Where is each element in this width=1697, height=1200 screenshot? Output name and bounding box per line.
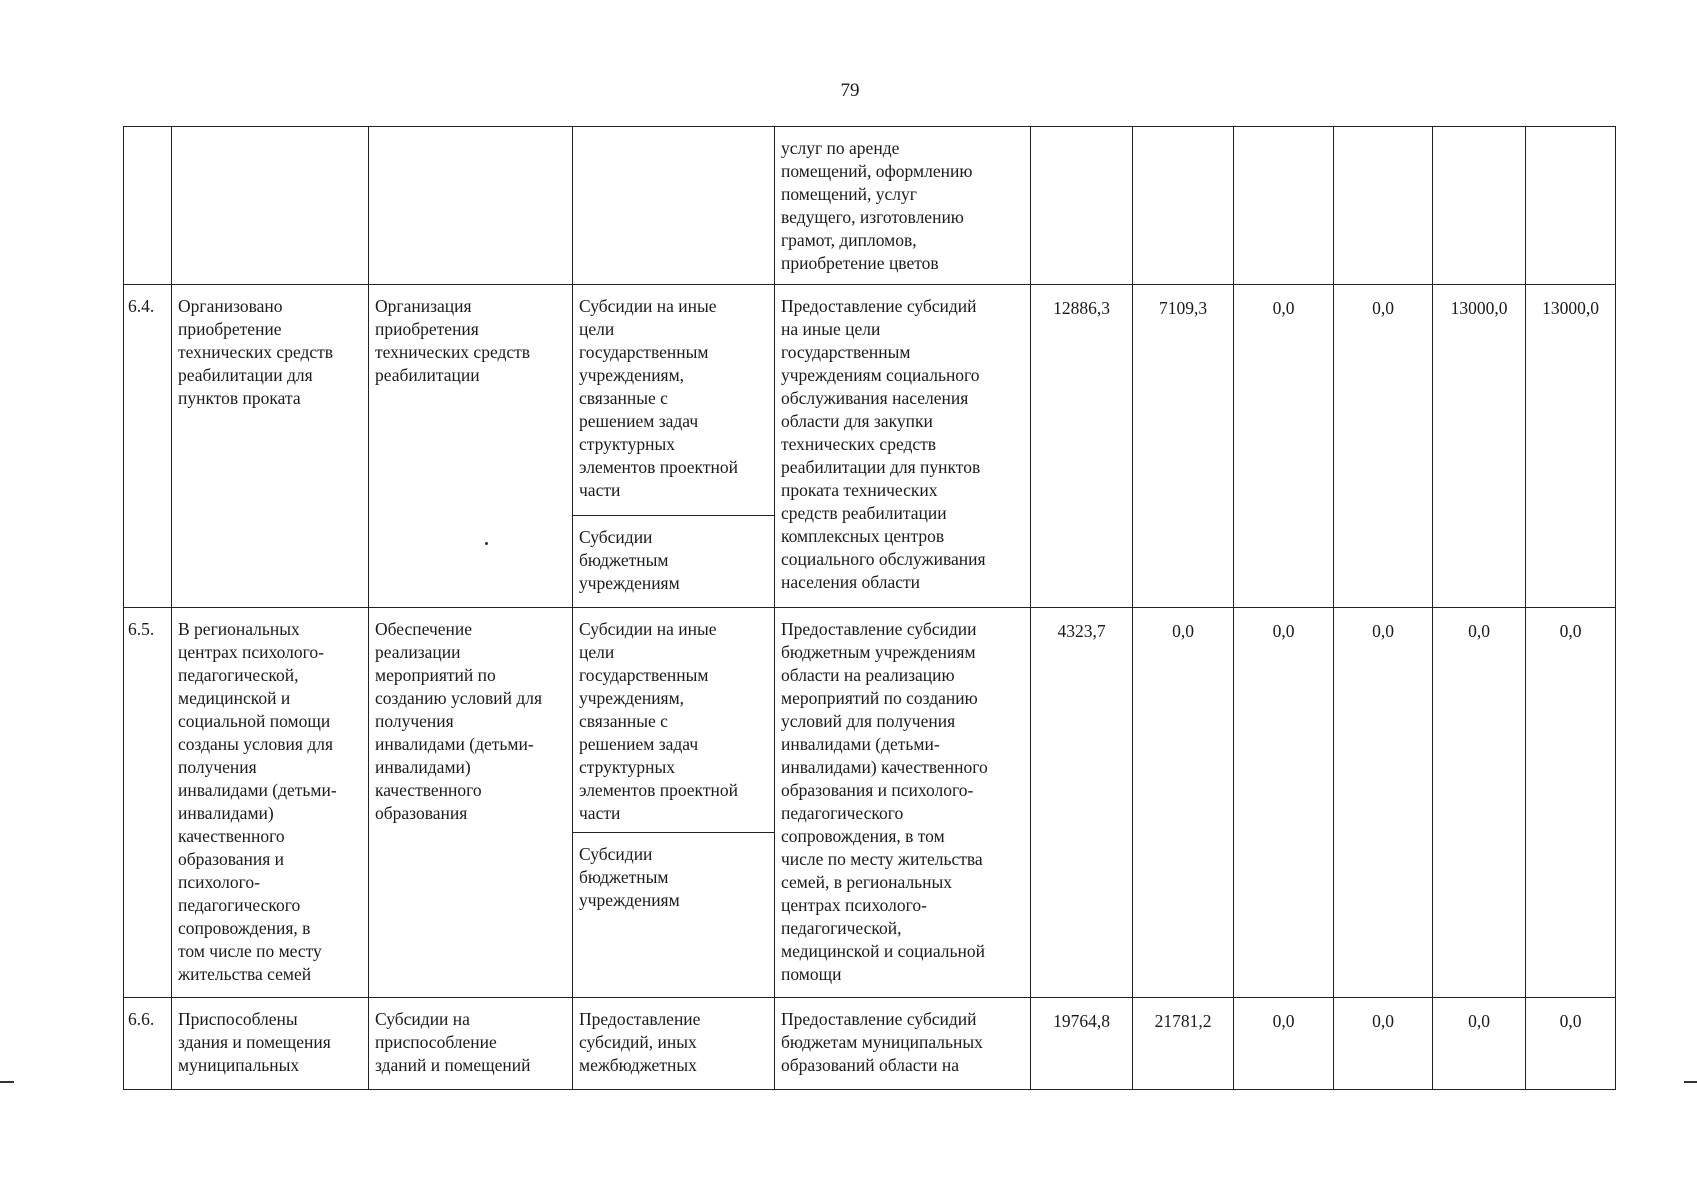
expense-type-cell: [573, 127, 775, 285]
table-row-6-5: [124, 608, 1616, 833]
description-text: Предоставление субсидий на иные цели государственным учреждениям социального обслуживания населения области для закупки технических средств реабилитации для пунктов проката технических средств реабилитации комплексных центров социального обслуживания населения области: [781, 296, 986, 592]
result-text: В региональных центрах психолого- педагогической, медицинской и социальной помощи созданы условия для получения инвалидами (детьми- инвалидами) качественного образования и психолого- педагогического сопровождения, в том числе по месту жительства семей: [178, 619, 337, 984]
value-2026: 0,0: [1433, 998, 1526, 1090]
expense-type-text: Субсидии на иные цели государственным учреждениям, связанные с решением задач структурных элементов проектной части: [579, 296, 738, 500]
table-row-6-6: [124, 998, 1616, 1090]
value-2023: 21781,2: [1133, 998, 1234, 1090]
measure-cell: [369, 127, 573, 285]
expense-type-text: Субсидии бюджетным учреждениям: [579, 844, 680, 910]
measure-text: Обеспечение реализации мероприятий по созданию условий для получения инвалидами (детьми- инвалидами) качественного образования: [375, 619, 543, 823]
description-text: услуг по аренде помещений, оформлению помещений, услуг ведущего, изготовлению грамот, дипломов, приобретение цветов: [781, 138, 973, 273]
table-row-continuation: [124, 127, 1616, 285]
description-cell: [775, 608, 1031, 998]
description-cell: [775, 127, 1031, 285]
expense-type-text: Предоставление субсидий, иных межбюджетных: [579, 1009, 701, 1075]
value-2024: 0,0: [1234, 998, 1334, 1090]
id-cell: [124, 127, 172, 285]
value-2027: 0,0: [1526, 608, 1616, 998]
value-2025: 0,0: [1334, 608, 1433, 998]
value-cell: [1334, 127, 1433, 285]
scan-dot: [485, 542, 488, 545]
value-2022: 12886,3: [1031, 285, 1133, 608]
value-2026: 13000,0: [1433, 285, 1526, 608]
result-text: Приспособлены здания и помещения муниципальных: [178, 1009, 331, 1075]
value-2027: 13000,0: [1526, 285, 1616, 608]
row-id: 6.5.: [124, 608, 172, 998]
value-2022: 4323,7: [1031, 608, 1133, 998]
value-2023: 7109,3: [1133, 285, 1234, 608]
value-cell: [1031, 127, 1133, 285]
description-cell: [775, 998, 1031, 1090]
measure-text: Организация приобретения технических средств реабилитации: [375, 296, 531, 385]
measure-text: Субсидии на приспособление зданий и помещений: [375, 1009, 531, 1075]
value-2024: 0,0: [1234, 608, 1334, 998]
value-2025: 0,0: [1334, 998, 1433, 1090]
value-cell: [1133, 127, 1234, 285]
expense-type-cell: [573, 285, 775, 516]
expense-type-cell: [573, 608, 775, 833]
value-2027: 0,0: [1526, 998, 1616, 1090]
value-cell: [1234, 127, 1334, 285]
result-text: Организовано приобретение технических средств реабилитации для пунктов проката: [178, 296, 334, 408]
scan-edge-mark: [0, 1081, 14, 1083]
measure-cell: [369, 998, 573, 1090]
row-id: 6.6.: [124, 998, 172, 1090]
measure-cell: [369, 285, 573, 608]
expense-type-text: Субсидии бюджетным учреждениям: [579, 527, 680, 593]
value-cell: [1433, 127, 1526, 285]
result-cell: [172, 127, 369, 285]
expense-type-cell: [573, 833, 775, 998]
result-cell: [172, 608, 369, 998]
description-cell: [775, 285, 1031, 608]
value-2025: 0,0: [1334, 285, 1433, 608]
value-cell: [1526, 127, 1616, 285]
result-cell: [172, 998, 369, 1090]
value-2024: 0,0: [1234, 285, 1334, 608]
row-id: 6.4.: [124, 285, 172, 608]
page-number: 79: [840, 80, 860, 101]
expense-type-cell: [573, 998, 775, 1090]
expense-type-text: Субсидии на иные цели государственным учреждениям, связанные с решением задач структурных элементов проектной части: [579, 619, 738, 823]
expense-type-cell: [573, 516, 775, 608]
budget-table: [123, 126, 1616, 1090]
result-cell: [172, 285, 369, 608]
value-2023: 0,0: [1133, 608, 1234, 998]
value-2022: 19764,8: [1031, 998, 1133, 1090]
measure-cell: [369, 608, 573, 998]
value-2026: 0,0: [1433, 608, 1526, 998]
table-row-6-4: [124, 285, 1616, 516]
description-text: Предоставление субсидий бюджетам муниципальных образований области на: [781, 1009, 983, 1075]
scan-edge-mark: [1684, 1081, 1697, 1083]
description-text: Предоставление субсидии бюджетным учреждениям области на реализацию мероприятий по созданию условий для получения инвалидами (детьми- инвалидами) качественного образования и психолого- педагогического сопровождения, в том числе по месту жительства семей, в региональных центрах психолого- педагогической, медицинской и социальной помощи: [781, 619, 988, 984]
